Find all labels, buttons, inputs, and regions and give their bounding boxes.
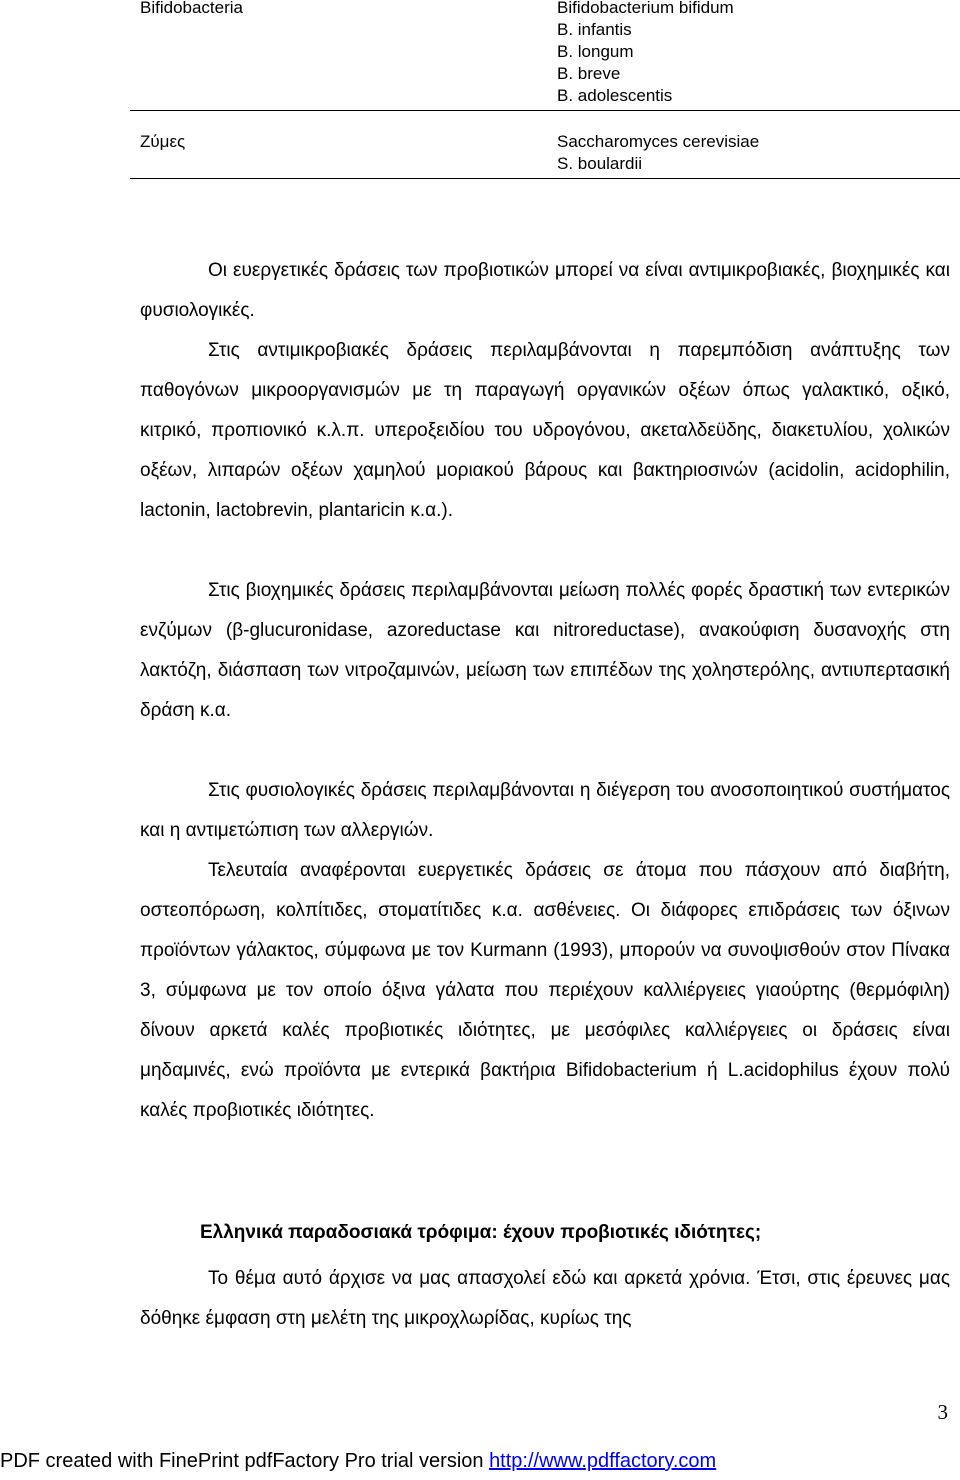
paragraph-intro: Οι ευεργετικές δράσεις των προβιοτικών μπορεί να είναι αντιμικροβιακές, βιοχημικές και φυσιολογικές. xyxy=(140,260,950,321)
pdf-footer xyxy=(0,1450,716,1473)
table-row-divider xyxy=(130,110,960,111)
paragraph-antimicrobial: Στις αντιμικροβιακές δράσεις περιλαμβάνονται η παρεμπόδιση ανάπτυξης των παθογόνων μικροοργανισμών με τη παραγωγή οργανικών οξέων όπως γαλακτικό, οξικό, κιτρικό, προπιονικό κ.λ.π. υπεροξειδίου του υδρογόνου, ακεταλδεϋδης, διακετυλίου, χολικών οξέων, λιπαρών οξέων χαμηλού μοριακού βάρους και βακτηριοσινών (acidolin, acidophilin, lactonin, lactobrevin, plantaricin κ.α.). xyxy=(140,340,950,521)
table-bottom-border xyxy=(130,178,960,179)
footer-link[interactable]: http://www.pdffactory.com xyxy=(489,1450,717,1472)
table-row-label: Ζύμες xyxy=(140,132,186,151)
section-heading: Ελληνικά παραδοσιακά τρόφιμα: έχουν προβιοτικές ιδιότητες; xyxy=(200,1222,762,1243)
paragraph-other-effects: Τελευταία αναφέρονται ευεργετικές δράσεις σε άτομα που πάσχουν από διαβήτη, οστεοπόρωση, κολπίτιδες, στοματίτιδες κ.α. ασθένειες. Οι διάφορες επιδράσεις των όξινων προϊόντων γάλακτος, σύμφωνα με τον Kurmann (1993), μπορούν να συνοψισθούν στον Πίνακα 3, σύμφωνα με τον οποίο όξινα γάλατα που περιέχουν καλλιέργειες γιαούρτης (θερμόφιλη) δίνουν αρκετά καλές προβιοτικές ιδιότητες, με μεσόφιλες καλλιέργειες οι δράσεις είναι μηδαμινές, ενώ προϊόντα με εντερικά βακτήρια Bifidobacterium ή L.acidophilus έχουν πολύ καλές προβιοτικές ιδιότητες. xyxy=(140,860,950,1121)
table-cell-item: Bifidobacterium bifidum xyxy=(557,0,734,17)
table-cell-item: S. boulardii xyxy=(557,154,643,173)
table-cell-item: B. adolescentis xyxy=(557,86,673,105)
paragraph-physiological: Στις φυσιολογικές δράσεις περιλαμβάνονται η διέγερση του ανοσοποιητικού συστήματος και η αντιμετώπιση των αλλεργιών. xyxy=(140,780,950,841)
table-row-label: Bifidobacteria xyxy=(140,0,244,17)
table-cell-item: Saccharomyces cerevisiae xyxy=(557,132,760,151)
table-cell-item: B. infantis xyxy=(557,20,632,39)
footer-text: PDF created with FinePrint pdfFactory Pro trial version xyxy=(0,1450,490,1472)
table-cell-item: B. breve xyxy=(557,64,621,83)
table-cell-item: B. longum xyxy=(557,42,634,61)
paragraph-biochemical: Στις βιοχημικές δράσεις περιλαμβάνονται μείωση πολλές φορές δραστική των εντερικών ενζύμων (β-glucuronidase, azoreductase και nitroreductase), ανακούφιση δυσανοχής στη λακτόζη, διάσπαση των νιτροζαμινών, μείωση των επιπέδων της χοληστερόλης, αντιυπερτασική δράση κ.α. xyxy=(140,580,950,721)
paragraph-research: Το θέμα αυτό άρχισε να μας απασχολεί εδώ και αρκετά χρόνια. Έτσι, στις έρευνες μας δόθηκε έμφαση στη μελέτη της μικροχλωρίδας, κυρίως της xyxy=(140,1268,950,1329)
page-number: 3 xyxy=(937,1400,948,1424)
